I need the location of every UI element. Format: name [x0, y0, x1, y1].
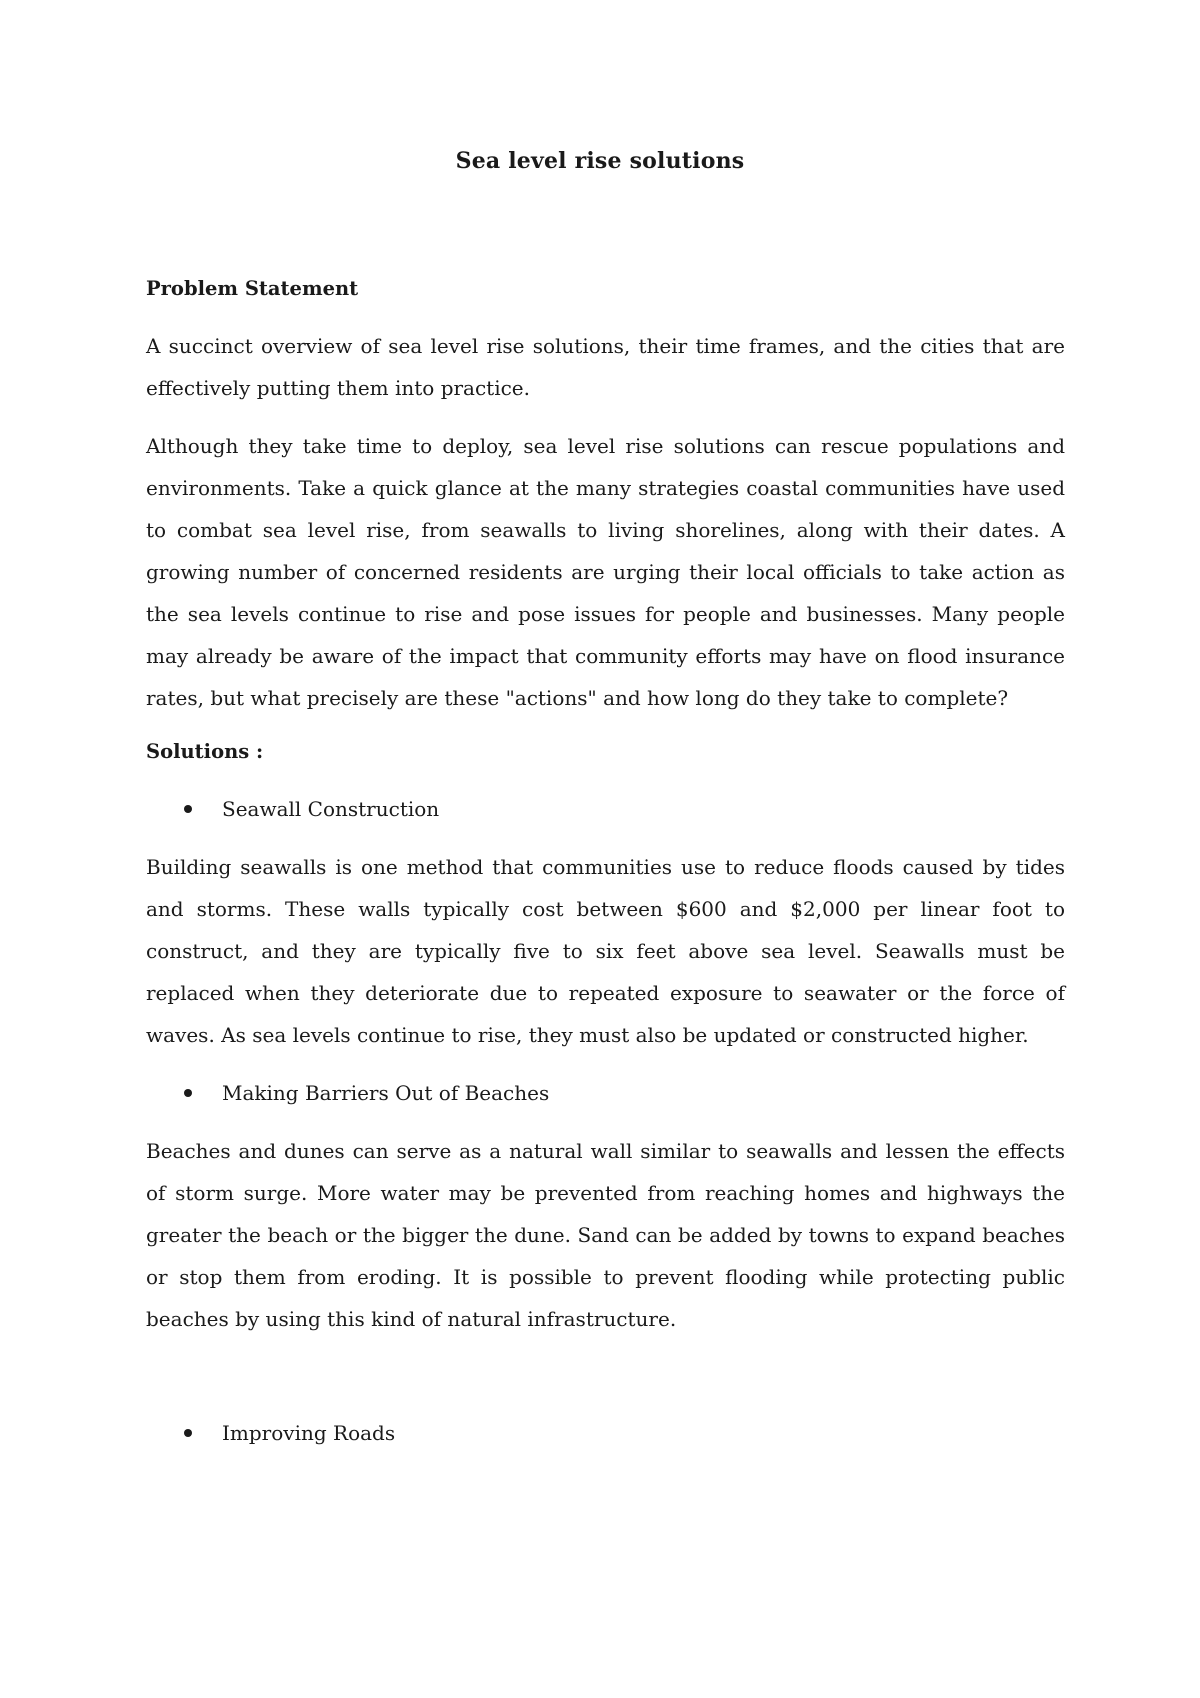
- bullet-beach-barriers: [146, 1072, 1065, 1114]
- document-body: [146, 272, 1065, 1470]
- bullet-improving-roads: [146, 1412, 1065, 1454]
- overview-paragraph: A succinct overview of sea level rise solutions, their time frames, and the cities that are effectively putting them into practice.: [146, 334, 1065, 400]
- bullet-seawall-construction: [146, 788, 1065, 830]
- bullet-icon: [184, 805, 192, 813]
- spacer: [146, 1356, 1065, 1412]
- bullet-label: Making Barriers Out of Beaches: [222, 1081, 550, 1105]
- document-title: Sea level rise solutions: [455, 148, 745, 174]
- bullet-icon: [184, 1089, 192, 1097]
- bullet-label: Improving Roads: [222, 1421, 396, 1445]
- solutions-heading: Solutions :: [146, 740, 264, 763]
- beach-barriers-paragraph: Beaches and dunes can serve as a natural wall similar to seawalls and lessen the effects of storm surge. More water may be prevented from reaching homes and highways the greater the beach or the bigger the dune. Sand can be added by towns to expand beaches or stop them from eroding. It is possible to prevent flooding while protecting public beaches by using this kind of natural infrastructure.: [146, 1139, 1065, 1331]
- bullet-label: Seawall Construction: [222, 797, 440, 821]
- bullet-icon: [184, 1429, 192, 1437]
- seawall-paragraph: Building seawalls is one method that communities use to reduce floods caused by tides and storms. These walls typically cost between $600 and $2,000 per linear foot to construct, and they are typically five to six feet above sea level. Seawalls must be replaced when they deteriorate due to repeated exposure to seawater or the force of waves. As sea levels continue to rise, they must also be updated or constructed higher.: [146, 855, 1065, 1047]
- intro-paragraph: Although they take time to deploy, sea level rise solutions can rescue populations and environments. Take a quick glance at the many strategies coastal communities have used to combat sea level rise, from seawalls to living shorelines, along with their dates. A growing number of concerned residents are urging their local officials to take action as the sea levels continue to rise and pose issues for people and businesses. Many people may already be aware of the impact that community efforts may have on flood insurance rates, but what precisely are these "actions" and how long do they take to complete?: [146, 434, 1065, 710]
- problem-statement-heading: Problem Statement: [146, 277, 359, 300]
